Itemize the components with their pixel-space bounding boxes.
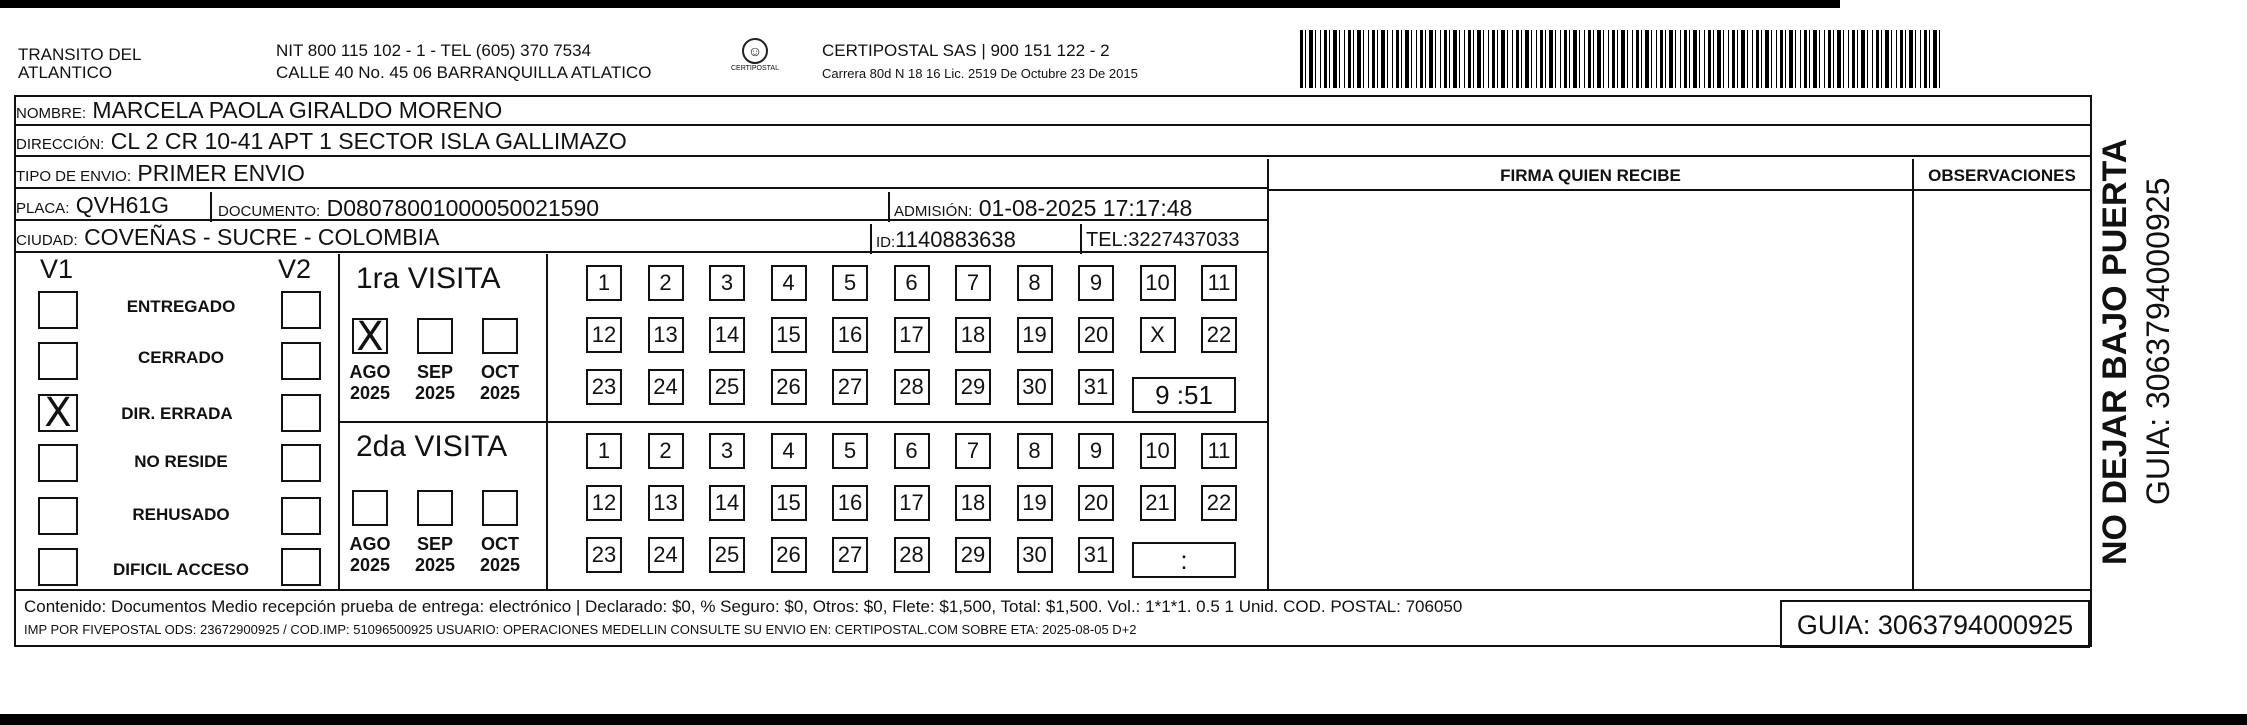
visit2-day-box[interactable]: 13: [648, 485, 684, 521]
visit2-day-box[interactable]: 21: [1140, 485, 1176, 521]
visit2-month-oct-checkbox[interactable]: [482, 490, 518, 526]
status-dificil-acceso-label: DIFICIL ACCESO: [112, 560, 249, 579]
courier-logo: [720, 38, 790, 86]
documento-value: D08078001000050021590: [326, 195, 600, 221]
tel-label: TEL:: [1086, 229, 1129, 251]
id-value: 1140883638: [895, 227, 1016, 252]
row-nombre: [16, 96, 2090, 126]
status-no-reside-label: NO RESIDE: [134, 452, 228, 471]
visit1-day-box[interactable]: 27: [832, 369, 868, 405]
id-field: [876, 226, 1016, 257]
divider: [210, 192, 212, 222]
visit1-day-box[interactable]: 23: [586, 369, 622, 405]
visit2-month-ago-label: AGO 2025: [349, 534, 391, 575]
v2-checkbox-rehusado[interactable]: [281, 497, 321, 535]
row-tipo: [16, 159, 1268, 189]
sender-name: TRANSITO DEL ATLANTICO: [18, 45, 142, 82]
visit1-month-oct-label: OCT 2025: [479, 362, 521, 403]
status-cerrado-label: CERRADO: [138, 348, 224, 367]
visit2-day-box[interactable]: 23: [586, 537, 622, 573]
admision-value: 01-08-2025 17:17:48: [978, 195, 1193, 221]
visit2-day-box[interactable]: 15: [771, 485, 807, 521]
v2-checkbox-dificil-acceso[interactable]: [281, 548, 321, 586]
visit1-day-box[interactable]: 5: [832, 265, 868, 301]
visit2-day-box[interactable]: 3: [709, 433, 745, 469]
visit1-day-box[interactable]: 31: [1078, 369, 1114, 405]
visit2-day-box[interactable]: 29: [955, 537, 991, 573]
visit1-day-box[interactable]: 12: [586, 317, 622, 353]
visit2-day-box[interactable]: 6: [894, 433, 930, 469]
visit2-day-box[interactable]: 10: [1140, 433, 1176, 469]
visit2-day-box[interactable]: 26: [771, 537, 807, 573]
visit2-month-ago-checkbox[interactable]: [352, 490, 388, 526]
visit1-day-box[interactable]: 26: [771, 369, 807, 405]
visit1-month-ago-label: AGO 2025: [349, 362, 391, 403]
v1-checkbox-rehusado[interactable]: [38, 497, 78, 535]
visit2-day-box[interactable]: 24: [648, 537, 684, 573]
firma-header: FIRMA QUIEN RECIBE: [1500, 166, 1681, 185]
ciudad-label: CIUDAD:: [16, 232, 78, 249]
admision-label: ADMISIÓN:: [894, 203, 973, 220]
divider: [870, 224, 872, 254]
visit1-month-ago-checkbox[interactable]: X: [352, 318, 388, 354]
top-border-bar: [0, 0, 1840, 8]
visit2-day-box[interactable]: 19: [1017, 485, 1053, 521]
tel-field: [1086, 226, 1239, 254]
visit1-month-sep-label: SEP 2025: [414, 362, 456, 403]
visit1-day-box[interactable]: 22: [1201, 317, 1237, 353]
visit1-day-box[interactable]: 9: [1078, 265, 1114, 301]
visit1-day-box[interactable]: 14: [709, 317, 745, 353]
visit2-day-box[interactable]: 22: [1201, 485, 1237, 521]
visit2-day-box[interactable]: 16: [832, 485, 868, 521]
footer-contenido: Contenido: Documentos Medio recepción prueba de entrega: electrónico | Declarado: $0, % Seguro: $0, Otros: $0, Flete: $1,500, Total: $1,500. Vol.: 1*1*1. 0.5 1 Unid. COD. POSTAL: 706050: [24, 597, 1463, 616]
bottom-border-bar: [0, 714, 2247, 725]
visit1-month-oct-checkbox[interactable]: [482, 318, 518, 354]
visit1-time-field[interactable]: 9 :51: [1132, 377, 1236, 413]
visit1-day-box[interactable]: X: [1140, 317, 1176, 353]
visit2-day-box[interactable]: 8: [1017, 433, 1053, 469]
visit1-title: 1ra VISITA: [356, 262, 501, 295]
visit2-day-box[interactable]: 9: [1078, 433, 1114, 469]
v1-checkbox-no-reside[interactable]: [38, 444, 78, 482]
direccion-value: CL 2 CR 10-41 APT 1 SECTOR ISLA GALLIMAZO: [110, 128, 627, 154]
visit1-day-box[interactable]: 10: [1140, 265, 1176, 301]
nombre-value: MARCELA PAOLA GIRALDO MORENO: [92, 97, 503, 123]
v1-checkbox-dir-errada[interactable]: X: [38, 394, 78, 432]
visit2-day-box[interactable]: 18: [955, 485, 991, 521]
tipo-value: PRIMER ENVIO: [137, 160, 305, 186]
side-guia: GUIA: 3063794000925: [2140, 177, 2176, 505]
visit2-day-box[interactable]: 11: [1201, 433, 1237, 469]
status-entregado-label: ENTREGADO: [126, 297, 236, 316]
visit1-day-box[interactable]: 4: [771, 265, 807, 301]
v2-checkbox-cerrado[interactable]: [281, 342, 321, 380]
visit1-day-box[interactable]: 15: [771, 317, 807, 353]
logo-text: CERTIPOSTAL: [731, 65, 779, 72]
courier-name: CERTIPOSTAL SAS | 900 151 122 - 2: [822, 41, 1110, 60]
v2-label: V2: [278, 254, 312, 284]
visit2-month-oct-label: OCT 2025: [479, 534, 521, 575]
visit2-day-box[interactable]: 14: [709, 485, 745, 521]
visit-divider: [338, 421, 1267, 423]
visit2-title: 2da VISITA: [356, 430, 508, 463]
visit1-day-box[interactable]: 30: [1017, 369, 1053, 405]
visit2-day-box[interactable]: 7: [955, 433, 991, 469]
sender-nit: NIT 800 115 102 - 1 - TEL (605) 370 7534: [276, 41, 592, 60]
placa-value: QVH61G: [75, 192, 170, 218]
sender-address: CALLE 40 No. 45 06 BARRANQUILLA ATLATICO: [276, 63, 652, 82]
visit2-day-box[interactable]: 27: [832, 537, 868, 573]
direccion-label: DIRECCIÓN:: [16, 136, 105, 153]
visit1-day-box[interactable]: 16: [832, 317, 868, 353]
signature-area[interactable]: [1269, 191, 1910, 587]
visit1-day-box[interactable]: 17: [894, 317, 930, 353]
visit1-day-box[interactable]: 8: [1017, 265, 1053, 301]
status-dir-errada-label: DIR. ERRADA: [121, 404, 233, 423]
documento-field: [218, 194, 599, 226]
v2-checkbox-no-reside[interactable]: [281, 444, 321, 482]
visit1-day-box[interactable]: 28: [894, 369, 930, 405]
tel-value: 3227437033: [1128, 229, 1240, 251]
footer-divider: [14, 589, 2092, 591]
nombre-label: NOMBRE:: [16, 105, 87, 122]
row-direccion: [16, 127, 2090, 157]
divider: [888, 192, 890, 222]
logo-icon: ☺: [742, 38, 768, 64]
visit1-day-box[interactable]: 13: [648, 317, 684, 353]
v1-checkbox-entregado[interactable]: [38, 291, 78, 329]
visit1-day-box[interactable]: 18: [955, 317, 991, 353]
id-label: ID:: [876, 234, 896, 251]
status-rehusado-label: REHUSADO: [132, 505, 230, 524]
v1-checkbox-dificil-acceso[interactable]: [38, 548, 78, 586]
visit1-day-box[interactable]: 24: [648, 369, 684, 405]
v2-checkbox-entregado[interactable]: [281, 291, 321, 329]
visit2-day-box[interactable]: 17: [894, 485, 930, 521]
visit2-day-box[interactable]: 4: [771, 433, 807, 469]
barcode: [1300, 30, 1940, 88]
v2-checkbox-dir-errada[interactable]: [281, 394, 321, 432]
admision-field: [894, 194, 1192, 226]
v1-checkbox-cerrado[interactable]: [38, 342, 78, 380]
observaciones-header: OBSERVACIONES: [1928, 166, 2076, 185]
visit1-day-box[interactable]: 6: [894, 265, 930, 301]
visit1-day-box[interactable]: 7: [955, 265, 991, 301]
visit1-day-box[interactable]: 2: [648, 265, 684, 301]
visit2-day-box[interactable]: 5: [832, 433, 868, 469]
visit2-day-box[interactable]: 1: [586, 433, 622, 469]
visit2-day-box[interactable]: 12: [586, 485, 622, 521]
visit1-day-box[interactable]: 19: [1017, 317, 1053, 353]
visit2-month-sep-checkbox[interactable]: [417, 490, 453, 526]
visit2-day-box[interactable]: 25: [709, 537, 745, 573]
visit2-time-field[interactable]: :: [1132, 542, 1236, 578]
visit2-day-box[interactable]: 2: [648, 433, 684, 469]
v1-label: V1: [40, 254, 74, 284]
visit1-day-box[interactable]: 3: [709, 265, 745, 301]
courier-license: Carrera 80d N 18 16 Lic. 2519 De Octubre 23 De 2015: [822, 66, 1138, 81]
visit2-day-box[interactable]: 31: [1078, 537, 1114, 573]
footer-imp: IMP POR FIVEPOSTAL ODS: 23672900925 / COD.IMP: 51096500925 USUARIO: OPERACIONES MEDELLIN CONSULTE SU ENVIO EN: CERTIPOSTAL.COM SOBRE ETA: 2025-08-05 D+2: [24, 622, 1137, 637]
visit1-day-box[interactable]: 25: [709, 369, 745, 405]
visit1-day-box[interactable]: 1: [586, 265, 622, 301]
observations-area[interactable]: [1914, 191, 2090, 587]
visit2-month-sep-label: SEP 2025: [414, 534, 456, 575]
visit1-day-box[interactable]: 20: [1078, 317, 1114, 353]
placa-label: PLACA:: [16, 200, 70, 217]
documento-label: DOCUMENTO:: [218, 203, 321, 220]
visit1-month-sep-checkbox[interactable]: [417, 318, 453, 354]
visit2-day-box[interactable]: 20: [1078, 485, 1114, 521]
tipo-label: TIPO DE ENVIO:: [16, 168, 132, 185]
ciudad-value: COVEÑAS - SUCRE - COLOMBIA: [84, 224, 440, 250]
visit1-day-box[interactable]: 29: [955, 369, 991, 405]
visit2-day-box[interactable]: 30: [1017, 537, 1053, 573]
divider: [1080, 224, 1082, 254]
side-warning: NO DEJAR BAJO PUERTA: [2096, 138, 2134, 565]
footer-guia: GUIA: 3063794000925: [1780, 600, 2090, 648]
visit2-day-box[interactable]: 28: [894, 537, 930, 573]
visit1-day-box[interactable]: 11: [1201, 265, 1237, 301]
